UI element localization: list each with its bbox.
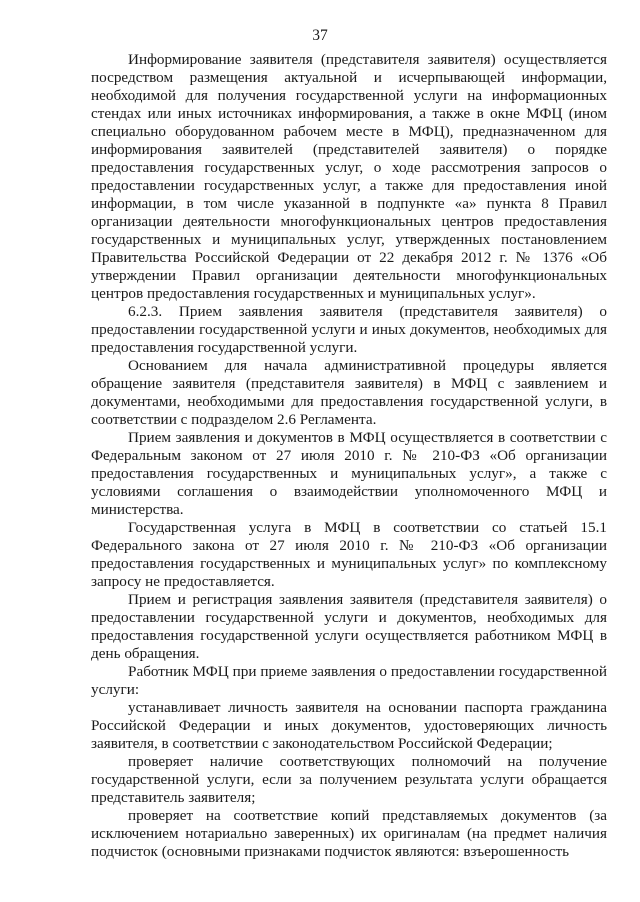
document-body [91,51,607,861]
page-number: 37 [312,27,328,44]
paragraph-informing: Информирование заявителя (представителя заявителя) осуществляется посредством размещения актуальной и исчерпывающей информации, необходимой для получения государственной услуги на информационных стендах или иных источниках информирования, а также в окне МФЦ (ином специально оборудованном рабочем месте в МФЦ), предназначенном для информирования заявителей (представителей заявителя) о порядке предоставления государственных услуг, о ходе рассмотрения запросов о предоставлении государственных услуг, а также для предоставления иной информации, в том числе указанной в подпункте «а» пункта 8 Правил организации деятельности многофункциональных центров предоставления государственных и муниципальных услуг, утвержденных постановлением Правительства Российской Федерации от 22 декабря 2012 г. № 1376 «Об утверждении Правил организации деятельности многофункциональных центров предоставления государственных и муниципальных услуг». [91,51,607,302]
list-item-identity: устанавливает личность заявителя на основании паспорта гражданина Российской Федерации и иных документов, удостоверяющих личность заявителя, в соответствии с законодательством Российской Федерации; [91,699,607,752]
paragraph-reception: Прием заявления и документов в МФЦ осуществляется в соответствии с Федеральным законом от 27 июля 2010 г. № 210-ФЗ «Об организации предоставления государственных и муниципальных услуг», а также с условиями соглашения о взаимодействии уполномоченного МФЦ и министерства. [91,429,607,518]
paragraph-basis: Основанием для начала административной процедуры является обращение заявителя (представителя заявителя) в МФЦ с заявлением и документами, необходимыми для предоставления государственной услуги, в соответствии с подразделом 2.6 Регламента. [91,357,607,428]
paragraph-section-6-2-3: 6.2.3. Прием заявления заявителя (представителя заявителя) о предоставлении государственной услуги и иных документов, необходимых для предоставления государственной услуги. [91,303,607,356]
paragraph-registration: Прием и регистрация заявления заявителя (представителя заявителя) о предоставлении государственной услуги и документов, необходимых для предоставления государственной услуги осуществляется работником МФЦ в день обращения. [91,591,607,662]
paragraph-complex-request: Государственная услуга в МФЦ в соответствии со статьей 15.1 Федерального закона от 27 июля 2010 г. № 210-ФЗ «Об организации предоставления государственных и муниципальных услуг» по комплексному запросу не предоставляется. [91,519,607,590]
list-item-authority: проверяет наличие соответствующих полномочий на получение государственной услуги, если за получением результата услуги обращается представитель заявителя; [91,753,607,806]
list-item-copies: проверяет на соответствие копий представляемых документов (за исключением нотариально заверенных) их оригиналам (на предмет наличия подчисток (основными признаками подчисток являются: взъерошенность [91,807,607,860]
paragraph-worker-duties: Работник МФЦ при приеме заявления о предоставлении государственной услуги: [91,663,607,698]
